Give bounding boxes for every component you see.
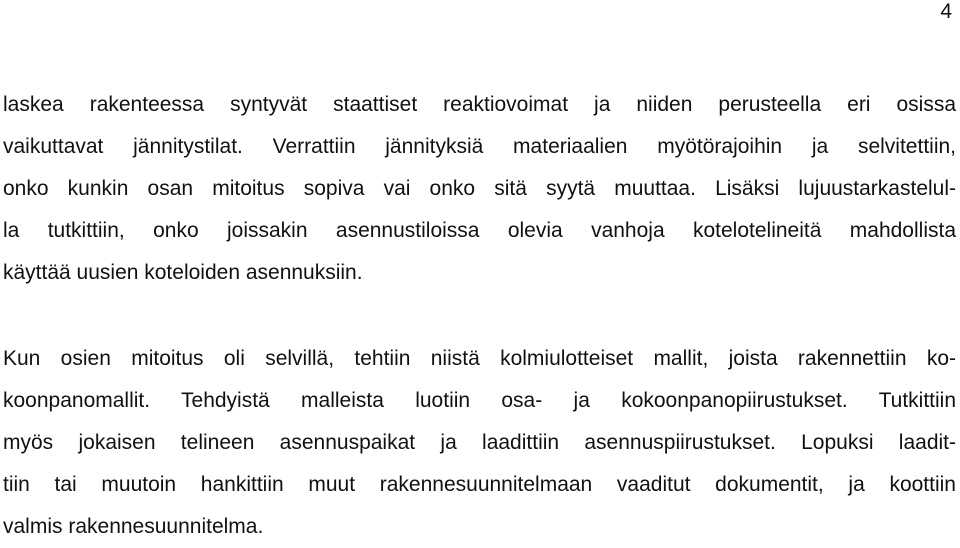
text-line: onko kunkin osan mitoitus sopiva vai onko sitä syytä muuttaa. Lisäksi lujuustarkastelul- [3, 177, 956, 200]
text-line: laskea rakenteessa syntyvät staattiset reaktiovoimat ja niiden perusteella eri osissa [3, 93, 956, 116]
paragraph-mallinnus [3, 338, 956, 548]
text-line: valmis rakennesuunnitelma. [3, 515, 264, 538]
paragraph-lujuustarkastelu [3, 84, 956, 294]
text-line: tiin tai muutoin hankittiin muut rakennesuunnitelmaan vaaditut dokumentit, ja koottiin [3, 473, 956, 496]
text-line: la tutkittiin, onko joissakin asennustiloissa olevia vanhoja kotelotelineitä mahdollista [3, 219, 956, 242]
page-number: 4 [940, 0, 952, 23]
text-line: koonpanomallit. Tehdyistä malleista luotiin osa- ja kokoonpanopiirustukset. Tutkittiin [3, 389, 956, 412]
text-line: Kun osien mitoitus oli selvillä, tehtiin niistä kolmiulotteiset mallit, joista rakennettiin ko- [3, 347, 956, 370]
text-line: käyttää uusien koteloiden asennuksiin. [3, 261, 363, 284]
text-line: myös jokaisen telineen asennuspaikat ja laadittiin asennuspiirustukset. Lopuksi laadit- [3, 431, 956, 454]
text-line: vaikuttavat jännitystilat. Verrattiin jännityksiä materiaalien myötörajoihin ja selvitettiin, [3, 135, 956, 158]
